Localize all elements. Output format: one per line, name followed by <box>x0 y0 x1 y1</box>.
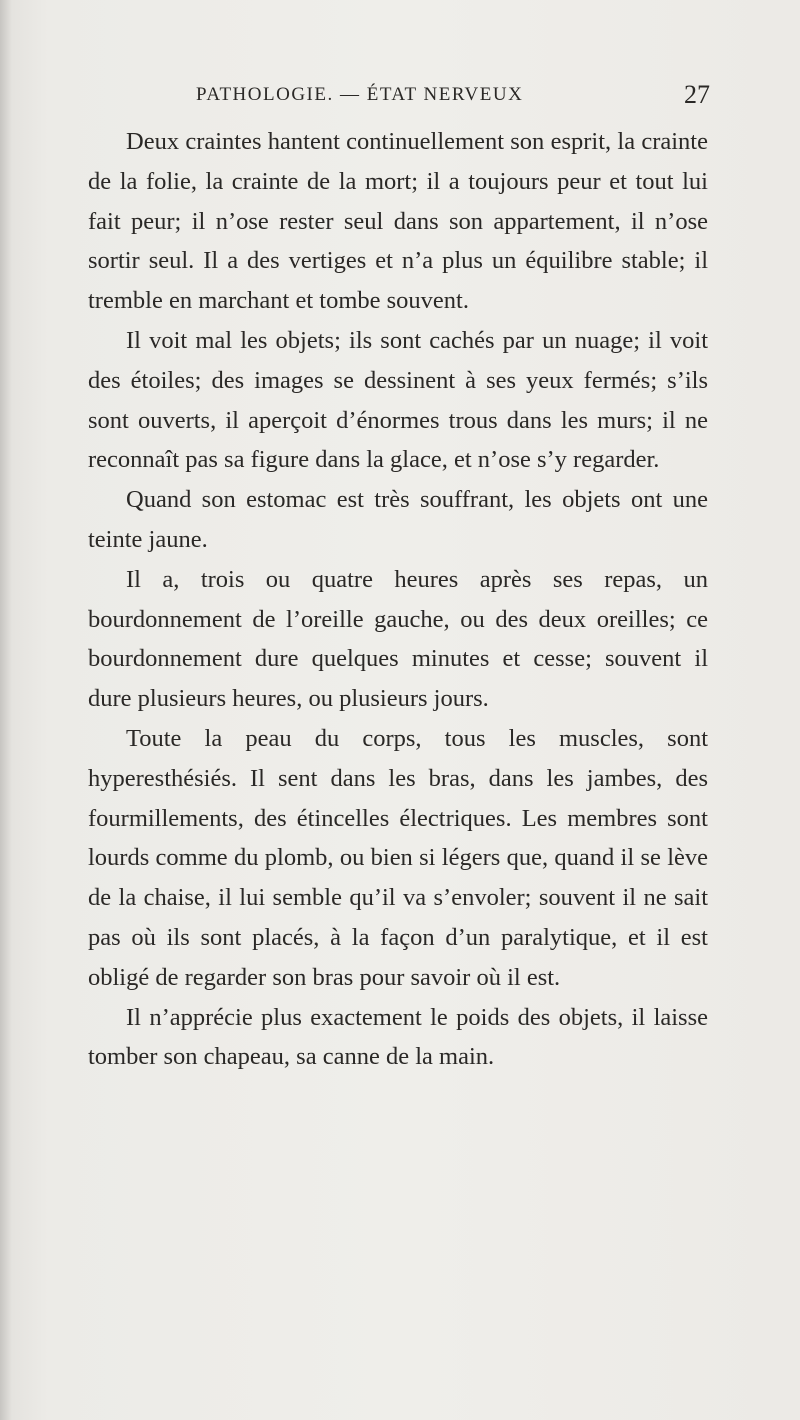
paragraph: Il n’apprécie plus exactement le poids des objets, il laisse tomber son chapeau, sa canne de la main. <box>88 1003 708 1071</box>
running-head-title: PATHOLOGIE. — ÉTAT NERVEUX <box>196 84 524 105</box>
body-text <box>88 122 708 1077</box>
paragraph: Il a, trois ou quatre heures après ses repas, un bourdonnement de l’oreille gauche, ou des deux oreilles; ce bourdonnement dure quelques minutes et cesse; souvent il dure plusieurs heures, ou plusieurs jours. <box>88 565 708 713</box>
running-head <box>196 80 710 118</box>
paragraph: Deux craintes hantent continuellement son esprit, la crainte de la folie, la crainte de la mort; il a toujours peur et tout lui fait peur; il n’ose rester seul dans son appartement, il n’ose sortir seul. Il a des vertiges et n’a plus un équilibre stable; il tremble en marchant et tombe souvent. <box>88 128 708 315</box>
paragraph: Toute la peau du corps, tous les muscles, sont hyperesthésiés. Il sent dans les bras, dans les jambes, des fourmillements, des étincelles électriques. Les membres sont lourds comme du plomb, ou bien si légers que, quand il se lève de la chaise, il lui semble qu’il va s’envoler; souvent il ne sait pas où ils sont placés, à la façon d’un paralytique, et il est obligé de regarder son bras pour savoir où il est. <box>88 724 708 991</box>
page-number: 27 <box>684 80 710 109</box>
paragraph: Il voit mal les objets; ils sont cachés par un nuage; il voit des étoiles; des images se dessinent à ses yeux fermés; s’ils sont ouverts, il aperçoit d’énormes trous dans les murs; il ne reconnaît pas sa figure dans la glace, et n’ose s’y regarder. <box>88 326 708 474</box>
paragraph: Quand son estomac est très souffrant, les objets ont une teinte jaune. <box>88 486 708 553</box>
page-gutter-shadow <box>0 0 12 1420</box>
